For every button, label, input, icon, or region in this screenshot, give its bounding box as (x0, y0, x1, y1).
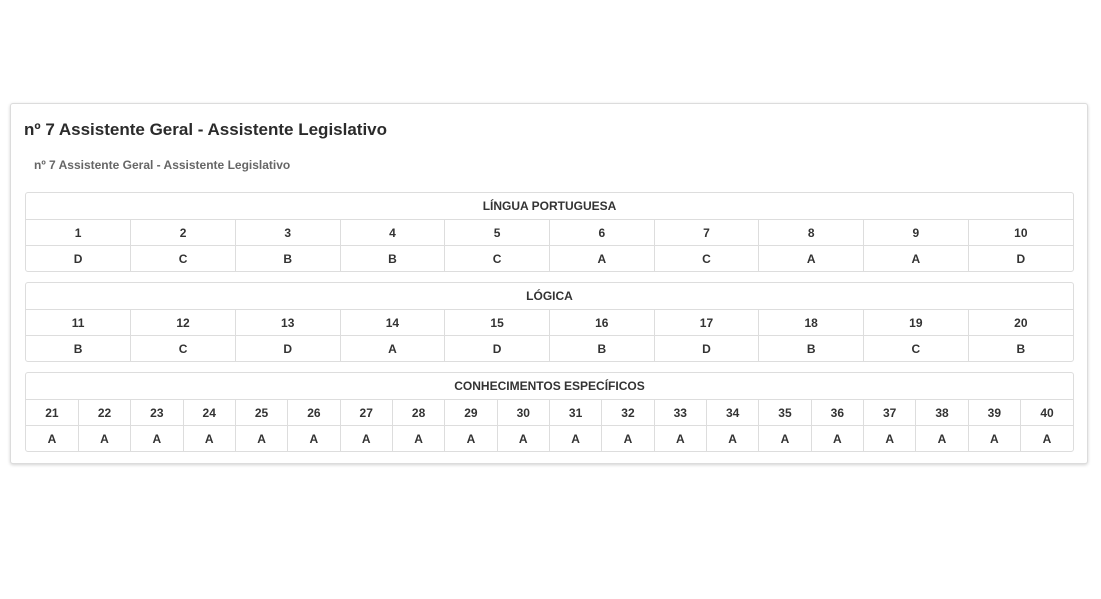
answer-letter: B (235, 246, 340, 272)
question-number-row (26, 310, 1073, 336)
question-number: 15 (445, 310, 550, 336)
question-number: 5 (445, 220, 550, 246)
question-number: 33 (654, 400, 706, 426)
question-number: 11 (26, 310, 131, 336)
answer-letter: B (549, 336, 654, 362)
answer-letter: A (1021, 426, 1073, 452)
question-number: 1 (26, 220, 131, 246)
question-number: 39 (968, 400, 1020, 426)
question-number: 4 (340, 220, 445, 246)
section-lingua-portuguesa (25, 192, 1074, 272)
answer-letter: A (78, 426, 130, 452)
answer-letter: A (706, 426, 758, 452)
question-number: 2 (131, 220, 236, 246)
answer-letter: C (131, 246, 236, 272)
question-number: 37 (864, 400, 916, 426)
question-number: 17 (654, 310, 759, 336)
answer-table (26, 193, 1073, 271)
answer-letter: A (497, 426, 549, 452)
answer-row (26, 426, 1073, 452)
question-number: 10 (968, 220, 1073, 246)
question-number: 35 (759, 400, 811, 426)
answer-letter: A (235, 426, 287, 452)
answer-letter: A (131, 426, 183, 452)
question-number: 12 (131, 310, 236, 336)
answer-letter: D (26, 246, 131, 272)
answer-letter: A (654, 426, 706, 452)
question-number: 22 (78, 400, 130, 426)
section-heading: CONHECIMENTOS ESPECÍFICOS (454, 379, 645, 393)
answer-letter: A (183, 426, 235, 452)
question-number: 24 (183, 400, 235, 426)
answer-letter: C (654, 246, 759, 272)
question-number: 34 (706, 400, 758, 426)
answer-letter: A (864, 426, 916, 452)
answer-letter: A (864, 246, 969, 272)
answer-letter: A (445, 426, 497, 452)
section-logica (25, 282, 1074, 362)
question-number: 30 (497, 400, 549, 426)
answer-letter: A (340, 336, 445, 362)
answer-letter: A (916, 426, 968, 452)
page-subtitle: nº 7 Assistente Geral - Assistente Legislativo (34, 158, 291, 172)
question-number: 13 (235, 310, 340, 336)
section-conhecimentos-especificos (25, 372, 1074, 452)
answer-letter: C (864, 336, 969, 362)
section-heading: LÓGICA (526, 289, 573, 303)
question-number: 14 (340, 310, 445, 336)
answer-letter: A (759, 246, 864, 272)
answer-row (26, 246, 1073, 272)
answer-table (26, 373, 1073, 451)
answer-letter: A (392, 426, 444, 452)
question-number: 6 (549, 220, 654, 246)
question-number: 23 (131, 400, 183, 426)
answer-letter: C (445, 246, 550, 272)
answer-letter: A (968, 426, 1020, 452)
answer-letter: B (26, 336, 131, 362)
question-number: 16 (549, 310, 654, 336)
question-number: 28 (392, 400, 444, 426)
answer-letter: B (759, 336, 864, 362)
answer-row (26, 336, 1073, 362)
question-number: 7 (654, 220, 759, 246)
question-number: 25 (235, 400, 287, 426)
answer-letter: B (968, 336, 1073, 362)
question-number: 26 (288, 400, 340, 426)
question-number: 3 (235, 220, 340, 246)
question-number: 20 (968, 310, 1073, 336)
question-number: 32 (602, 400, 654, 426)
question-number: 18 (759, 310, 864, 336)
answer-letter: A (759, 426, 811, 452)
answer-letter: A (340, 426, 392, 452)
answer-letter: D (235, 336, 340, 362)
question-number: 8 (759, 220, 864, 246)
question-number: 36 (811, 400, 863, 426)
answer-letter: D (654, 336, 759, 362)
answer-letter: A (549, 426, 601, 452)
answer-letter: C (131, 336, 236, 362)
section-heading: LÍNGUA PORTUGUESA (482, 199, 617, 213)
question-number: 31 (549, 400, 601, 426)
question-number: 40 (1021, 400, 1073, 426)
question-number: 19 (864, 310, 969, 336)
answer-letter: A (288, 426, 340, 452)
answer-letter: A (549, 246, 654, 272)
answer-letter: A (26, 426, 78, 452)
answer-letter: A (602, 426, 654, 452)
question-number: 27 (340, 400, 392, 426)
answer-letter: B (340, 246, 445, 272)
page-title: nº 7 Assistente Geral - Assistente Legislativo (24, 120, 388, 139)
answer-letter: D (968, 246, 1073, 272)
question-number: 38 (916, 400, 968, 426)
answer-key-card (10, 103, 1088, 464)
question-number: 29 (445, 400, 497, 426)
question-number-row (26, 220, 1073, 246)
question-number: 9 (864, 220, 969, 246)
answer-letter: A (811, 426, 863, 452)
answer-letter: D (445, 336, 550, 362)
question-number: 21 (26, 400, 78, 426)
answer-table (26, 283, 1073, 361)
question-number-row (26, 400, 1073, 426)
